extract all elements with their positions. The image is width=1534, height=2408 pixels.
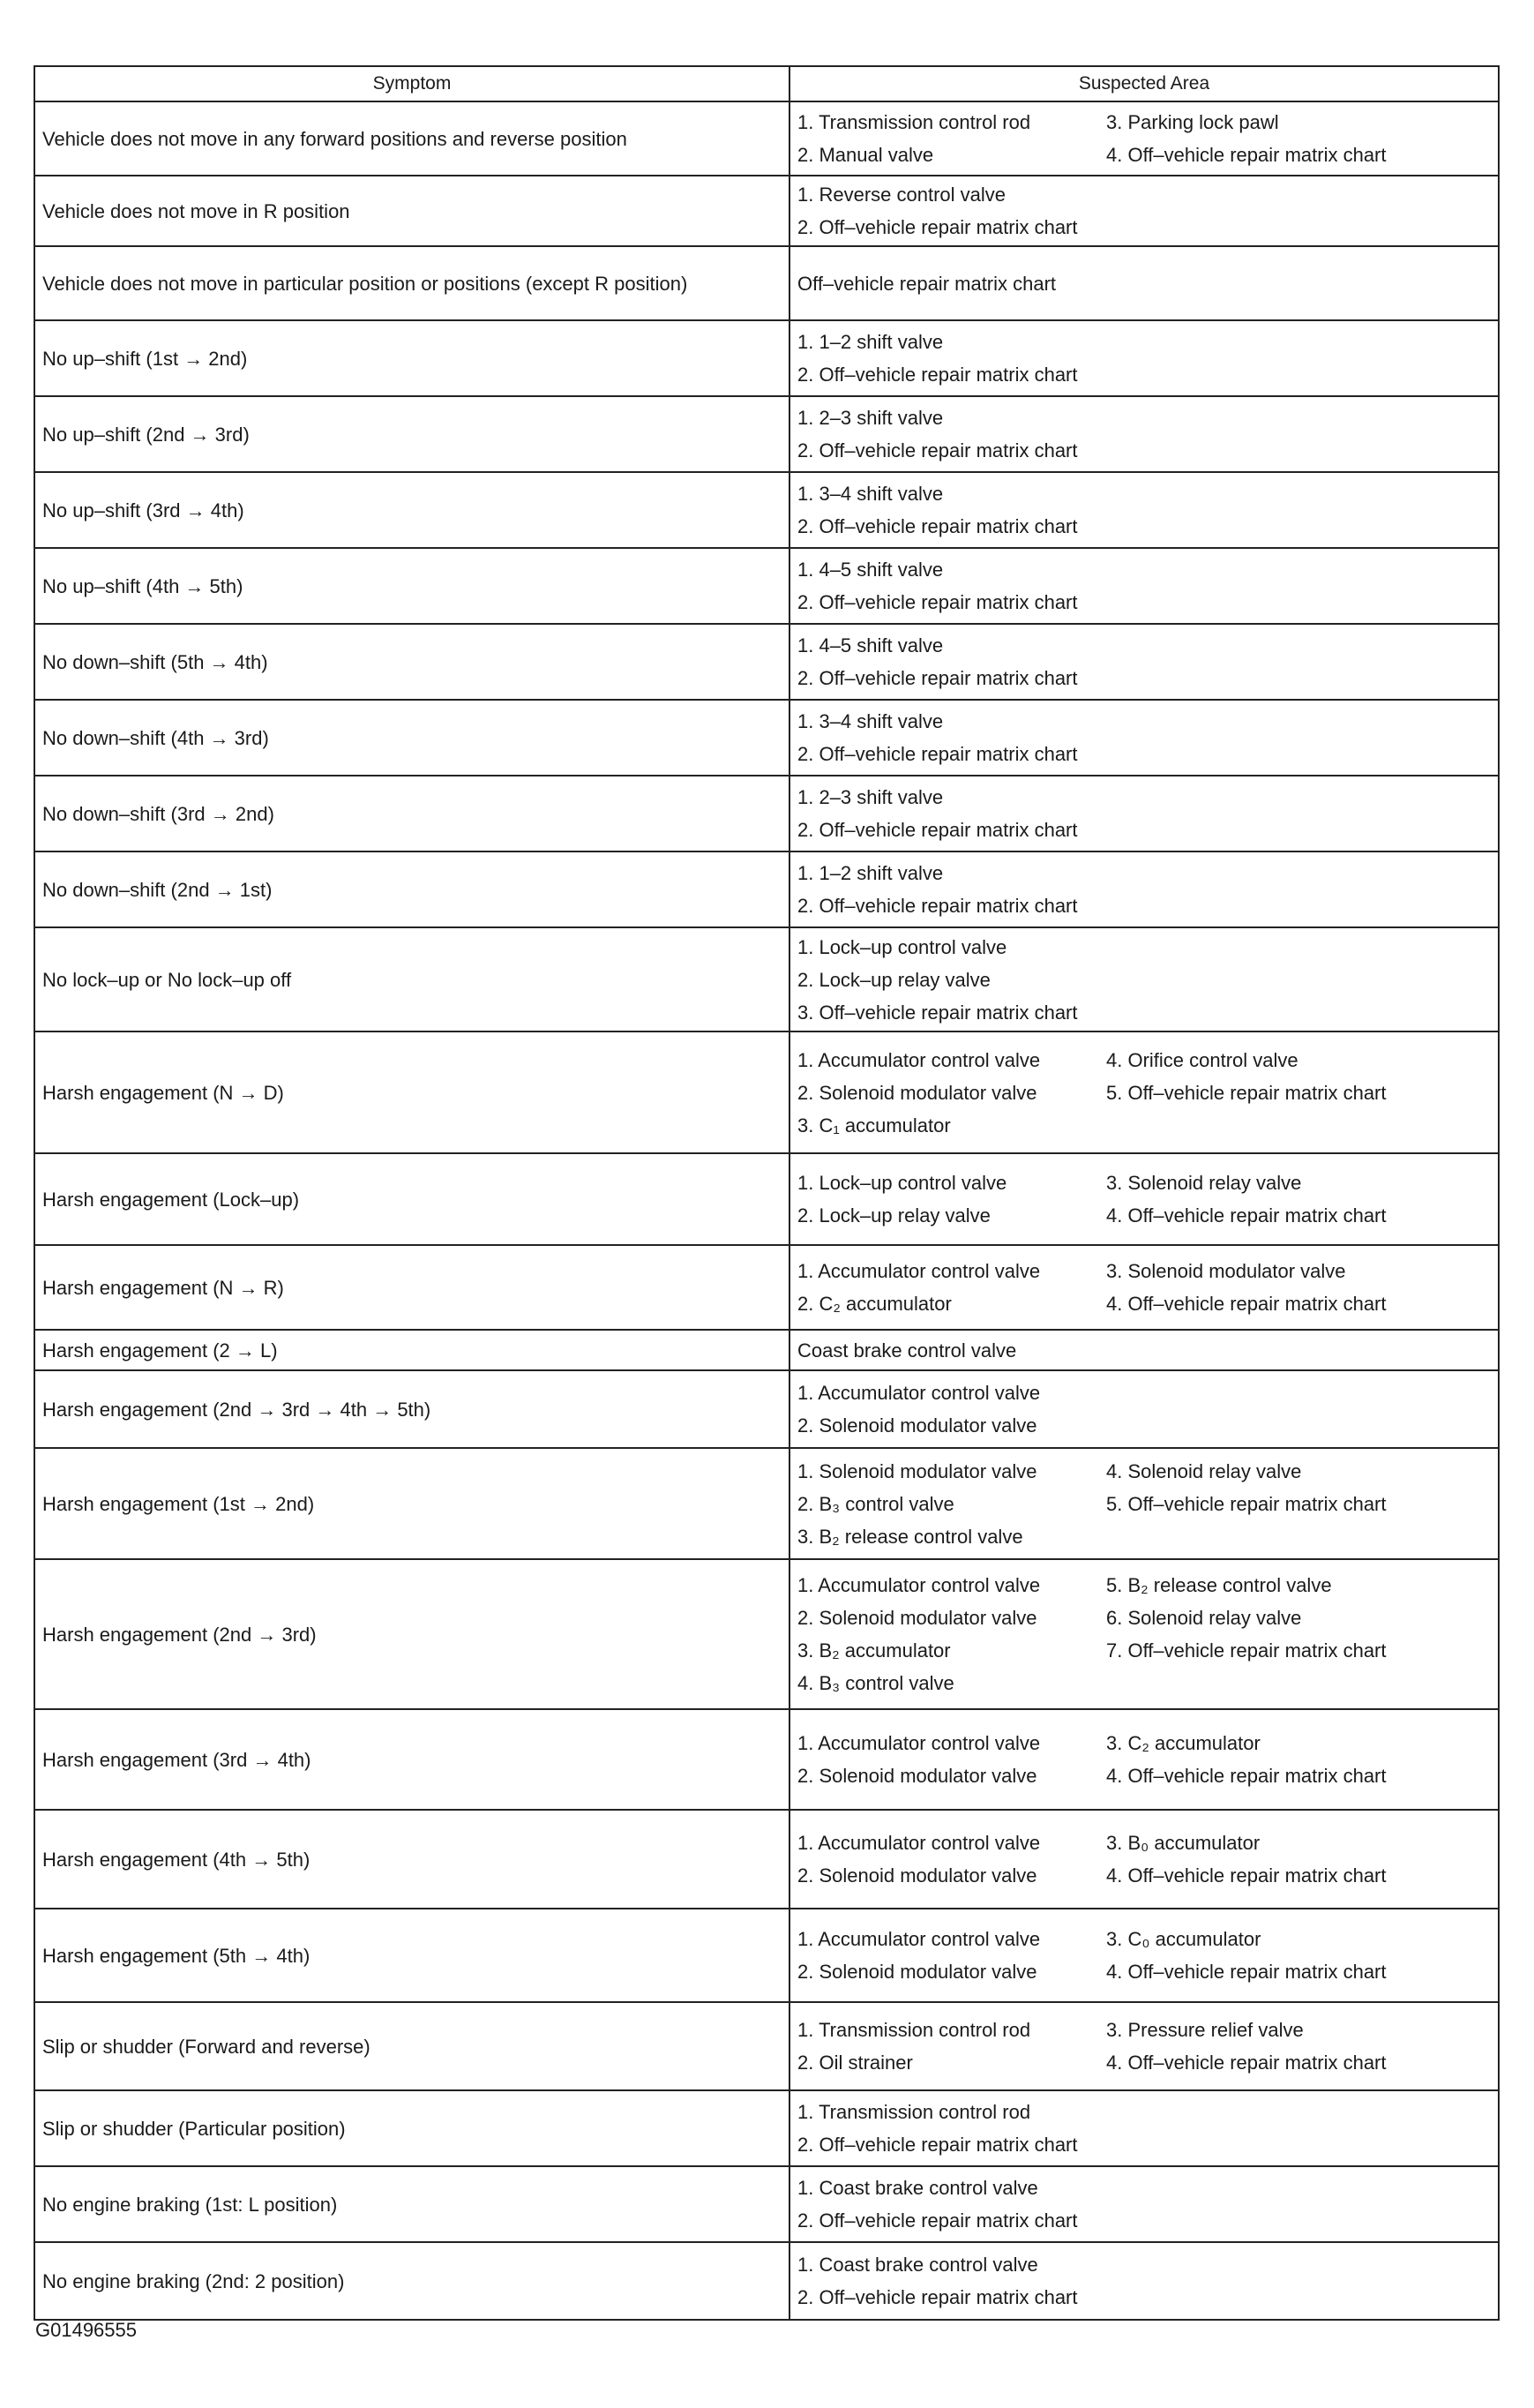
suspected-area-cell (789, 548, 1499, 624)
area-list-left (797, 477, 1106, 543)
suspected-area-cell (789, 472, 1499, 548)
area-item: 4. Solenoid relay valve (1106, 1459, 1302, 1482)
area-item: 3. C₁ accumulator (797, 1114, 951, 1136)
area-list-right (1106, 1255, 1477, 1320)
suspected-area-cell (789, 396, 1499, 472)
symptom-cell: Slip or shudder (Forward and reverse) (34, 2002, 789, 2090)
area-item: 2. Off–vehicle repair matrix chart (797, 667, 1078, 689)
area-item: 1. Lock–up control valve (797, 935, 1007, 958)
area-item: 3. C₀ accumulator (1106, 1928, 1261, 1950)
symptom-cell: Vehicle does not move in particular position or positions (except R position) (34, 246, 789, 320)
area-item: 3. B₂ release control valve (797, 1525, 1023, 1548)
area-item: 1. Solenoid modulator valve (797, 1459, 1037, 1482)
area-item: 1. 2–3 shift valve (797, 407, 944, 429)
table-row (34, 1245, 1499, 1330)
area-list-left (797, 1727, 1106, 1792)
area-item: 7. Off–vehicle repair matrix chart (1106, 1639, 1387, 1662)
area-item: 2. Solenoid modulator valve (797, 1765, 1037, 1787)
symptom-cell: No engine braking (2nd: 2 position) (34, 2242, 789, 2320)
symptom-cell: No engine braking (1st: L position) (34, 2166, 789, 2242)
area-item: 2. Off–vehicle repair matrix chart (797, 2286, 1078, 2308)
area-item: 1. Coast brake control valve (797, 2254, 1038, 2276)
area-list-left (797, 267, 1106, 300)
area-item: 1. Accumulator control valve (797, 1382, 1041, 1404)
area-list-left (797, 178, 1106, 244)
area-item: 3. Parking lock pawl (1106, 111, 1279, 133)
area-item: 1. Transmission control rod (797, 2101, 1031, 2123)
suspected-area-cell (789, 1370, 1499, 1448)
suspected-area-cell (789, 1031, 1499, 1153)
area-item: 2. Off–vehicle repair matrix chart (797, 216, 1078, 238)
symptom-cell: Harsh engagement (5th → 4th) (34, 1909, 789, 2002)
area-list-left (797, 2172, 1106, 2237)
suspected-area-cell (789, 700, 1499, 776)
area-item: 4. Off–vehicle repair matrix chart (1106, 1293, 1387, 1315)
symptom-cell: No down–shift (3rd → 2nd) (34, 776, 789, 851)
symptom-cell: Harsh engagement (1st → 2nd) (34, 1448, 789, 1559)
area-item: Coast brake control valve (797, 1339, 1017, 1362)
table-row (34, 2002, 1499, 2090)
table-row (34, 776, 1499, 851)
area-item: 2. Solenoid modulator valve (797, 1081, 1037, 1104)
symptom-cell: Slip or shudder (Particular position) (34, 2090, 789, 2166)
symptom-cell: No up–shift (3rd → 4th) (34, 472, 789, 548)
area-item: 3. Solenoid relay valve (1106, 1172, 1302, 1194)
area-item: 3. Off–vehicle repair matrix chart (797, 1001, 1078, 1024)
table-row (34, 396, 1499, 472)
area-item: 1. 4–5 shift valve (797, 559, 944, 581)
symptom-cell: Harsh engagement (2nd → 3rd → 4th → 5th) (34, 1370, 789, 1448)
table-row (34, 851, 1499, 927)
symptom-cell: Vehicle does not move in any forward positions and reverse position (34, 101, 789, 176)
area-item: 2. C₂ accumulator (797, 1293, 952, 1315)
area-list-right (1106, 1727, 1477, 1792)
area-item: 2. B₃ control valve (797, 1492, 954, 1515)
table-row (34, 1909, 1499, 2002)
suspected-area-cell (789, 776, 1499, 851)
suspected-area-cell (789, 1153, 1499, 1245)
area-list-left (797, 1044, 1106, 1142)
area-item: 1. 1–2 shift valve (797, 331, 944, 353)
area-list-left (797, 629, 1106, 694)
suspected-area-cell (789, 1709, 1499, 1810)
suspected-area-cell (789, 1909, 1499, 2002)
area-item: 1. Lock–up control valve (797, 1172, 1007, 1194)
area-item: 4. B₃ control valve (797, 1672, 954, 1694)
area-item: 2. Off–vehicle repair matrix chart (797, 364, 1078, 386)
table-row (34, 548, 1499, 624)
area-item: 2. Solenoid modulator valve (797, 1961, 1037, 1983)
suspected-area-cell (789, 176, 1499, 246)
area-list-right (1106, 106, 1477, 171)
area-list-left (797, 857, 1106, 922)
area-item: 1. Transmission control rod (797, 2019, 1031, 2041)
symptom-cell: Harsh engagement (N → R) (34, 1245, 789, 1330)
suspected-area-cell (789, 624, 1499, 700)
area-item: 1. Coast brake control valve (797, 2177, 1038, 2199)
area-item: 3. B₀ accumulator (1106, 1832, 1261, 1854)
area-list-right (1106, 1827, 1477, 1892)
symptom-cell: No up–shift (2nd → 3rd) (34, 396, 789, 472)
area-list-left (797, 106, 1106, 171)
area-item: 1. Accumulator control valve (797, 1928, 1041, 1950)
symptom-cell: No down–shift (5th → 4th) (34, 624, 789, 700)
area-item: 2. Lock–up relay valve (797, 968, 991, 991)
area-item: 5. Off–vehicle repair matrix chart (1106, 1081, 1387, 1104)
area-item: 2. Oil strainer (797, 2052, 913, 2074)
area-item: 2. Solenoid modulator valve (797, 1864, 1037, 1887)
table-row (34, 246, 1499, 320)
area-list-left (797, 1255, 1106, 1320)
area-list-right (1106, 1923, 1477, 1988)
area-list-left (797, 2096, 1106, 2161)
symptom-cell: Harsh engagement (2 → L) (34, 1330, 789, 1370)
suspected-area-cell (789, 1810, 1499, 1909)
area-item: 4. Off–vehicle repair matrix chart (1106, 144, 1387, 166)
header-row (34, 66, 1499, 101)
table-row (34, 176, 1499, 246)
symptom-cell: Harsh engagement (3rd → 4th) (34, 1709, 789, 1810)
table-row (34, 2242, 1499, 2320)
area-item: 2. Off–vehicle repair matrix chart (797, 819, 1078, 841)
area-item: 2. Off–vehicle repair matrix chart (797, 2134, 1078, 2156)
area-item: 3. C₂ accumulator (1106, 1732, 1261, 1754)
table-row (34, 1153, 1499, 1245)
symptom-cell: Harsh engagement (Lock–up) (34, 1153, 789, 1245)
area-item: Off–vehicle repair matrix chart (797, 272, 1057, 295)
table-row (34, 1330, 1499, 1370)
area-item: 1. Accumulator control valve (797, 1732, 1041, 1754)
suspected-area-cell (789, 2166, 1499, 2242)
table-row (34, 472, 1499, 548)
area-list-left (797, 2014, 1106, 2079)
table-row (34, 927, 1499, 1031)
area-item: 1. 2–3 shift valve (797, 786, 944, 808)
area-list-left (797, 1455, 1106, 1553)
area-item: 4. Off–vehicle repair matrix chart (1106, 2052, 1387, 2074)
suspected-area-cell (789, 246, 1499, 320)
area-list-left (797, 553, 1106, 619)
area-item: 4. Off–vehicle repair matrix chart (1106, 1961, 1387, 1983)
suspected-area-cell (789, 2090, 1499, 2166)
area-list-left (797, 1166, 1106, 1232)
symptom-cell: Harsh engagement (2nd → 3rd) (34, 1559, 789, 1709)
area-item: 1. 3–4 shift valve (797, 483, 944, 505)
suspected-area-cell (789, 1448, 1499, 1559)
area-item: 2. Off–vehicle repair matrix chart (797, 2209, 1078, 2232)
symptom-cell: No up–shift (4th → 5th) (34, 548, 789, 624)
area-item: 2. Solenoid modulator valve (797, 1607, 1037, 1629)
area-item: 1. Accumulator control valve (797, 1832, 1041, 1854)
area-item: 3. Pressure relief valve (1106, 2019, 1304, 2041)
area-item: 1. Accumulator control valve (797, 1260, 1041, 1282)
table-row (34, 101, 1499, 176)
symptom-table (34, 65, 1500, 2321)
area-item: 1. Accumulator control valve (797, 1048, 1041, 1071)
suspected-area-cell (789, 1330, 1499, 1370)
table-row (34, 1709, 1499, 1810)
area-item: 2. Off–vehicle repair matrix chart (797, 515, 1078, 537)
symptom-cell: No down–shift (2nd → 1st) (34, 851, 789, 927)
symptom-header: Symptom (34, 66, 789, 101)
area-list-left (797, 1377, 1106, 1442)
area-list-left (797, 931, 1106, 1029)
table-row (34, 2090, 1499, 2166)
suspected-area-cell (789, 851, 1499, 927)
table-body (34, 101, 1499, 2320)
table-row (34, 624, 1499, 700)
area-list-left (797, 326, 1106, 391)
suspected-area-cell (789, 2002, 1499, 2090)
symptom-cell: No down–shift (4th → 3rd) (34, 700, 789, 776)
area-list-left (797, 1334, 1106, 1367)
area-list-left (797, 1569, 1106, 1699)
area-item: 2. Off–vehicle repair matrix chart (797, 743, 1078, 765)
area-list-left (797, 705, 1106, 770)
table-row (34, 2166, 1499, 2242)
area-item: 2. Off–vehicle repair matrix chart (797, 895, 1078, 917)
table-row (34, 1810, 1499, 1909)
area-list-left (797, 2248, 1106, 2314)
area-item: 5. Off–vehicle repair matrix chart (1106, 1492, 1387, 1515)
suspected-area-cell (789, 320, 1499, 396)
area-item: 3. B₂ accumulator (797, 1639, 951, 1662)
area-item: 5. B₂ release control valve (1106, 1574, 1332, 1596)
area-item: 4. Off–vehicle repair matrix chart (1106, 1864, 1387, 1887)
table-row (34, 1370, 1499, 1448)
area-list-left (797, 401, 1106, 467)
area-list-left (797, 1827, 1106, 1892)
area-item: 1. Accumulator control valve (797, 1574, 1041, 1596)
area-item: 4. Orifice control valve (1106, 1048, 1298, 1071)
area-item: 2. Solenoid modulator valve (797, 1414, 1037, 1437)
symptom-cell: No lock–up or No lock–up off (34, 927, 789, 1031)
area-item: 2. Lock–up relay valve (797, 1204, 991, 1227)
suspected-area-cell (789, 1559, 1499, 1709)
area-item: 1. 1–2 shift valve (797, 862, 944, 884)
area-list-left (797, 1923, 1106, 1988)
area-list-right (1106, 1569, 1477, 1699)
figure-code: G01496555 (35, 2319, 137, 2341)
table-row (34, 1031, 1499, 1153)
area-item: 4. Off–vehicle repair matrix chart (1106, 1765, 1387, 1787)
area-list-right (1106, 1044, 1477, 1142)
area-item: 2. Manual valve (797, 144, 934, 166)
suspected-area-cell (789, 1245, 1499, 1330)
suspected-area-header: Suspected Area (789, 66, 1499, 101)
area-list-right (1106, 1455, 1477, 1553)
table-row (34, 320, 1499, 396)
symptom-cell: Vehicle does not move in R position (34, 176, 789, 246)
symptom-cell: Harsh engagement (4th → 5th) (34, 1810, 789, 1909)
area-item: 1. Reverse control valve (797, 184, 1006, 206)
area-item: 1. 4–5 shift valve (797, 634, 944, 656)
symptom-cell: Harsh engagement (N → D) (34, 1031, 789, 1153)
table-row (34, 1448, 1499, 1559)
area-list-right (1106, 1166, 1477, 1232)
area-item: 1. Transmission control rod (797, 111, 1031, 133)
area-item: 3. Solenoid modulator valve (1106, 1260, 1346, 1282)
area-item: 2. Off–vehicle repair matrix chart (797, 439, 1078, 461)
suspected-area-cell (789, 101, 1499, 176)
area-item: 1. 3–4 shift valve (797, 710, 944, 732)
suspected-area-cell (789, 2242, 1499, 2320)
area-item: 2. Off–vehicle repair matrix chart (797, 591, 1078, 613)
area-item: 4. Off–vehicle repair matrix chart (1106, 1204, 1387, 1227)
table-row (34, 700, 1499, 776)
area-list-left (797, 781, 1106, 846)
area-item: 6. Solenoid relay valve (1106, 1607, 1302, 1629)
symptom-cell: No up–shift (1st → 2nd) (34, 320, 789, 396)
suspected-area-cell (789, 927, 1499, 1031)
area-list-right (1106, 2014, 1477, 2079)
table-row (34, 1559, 1499, 1709)
